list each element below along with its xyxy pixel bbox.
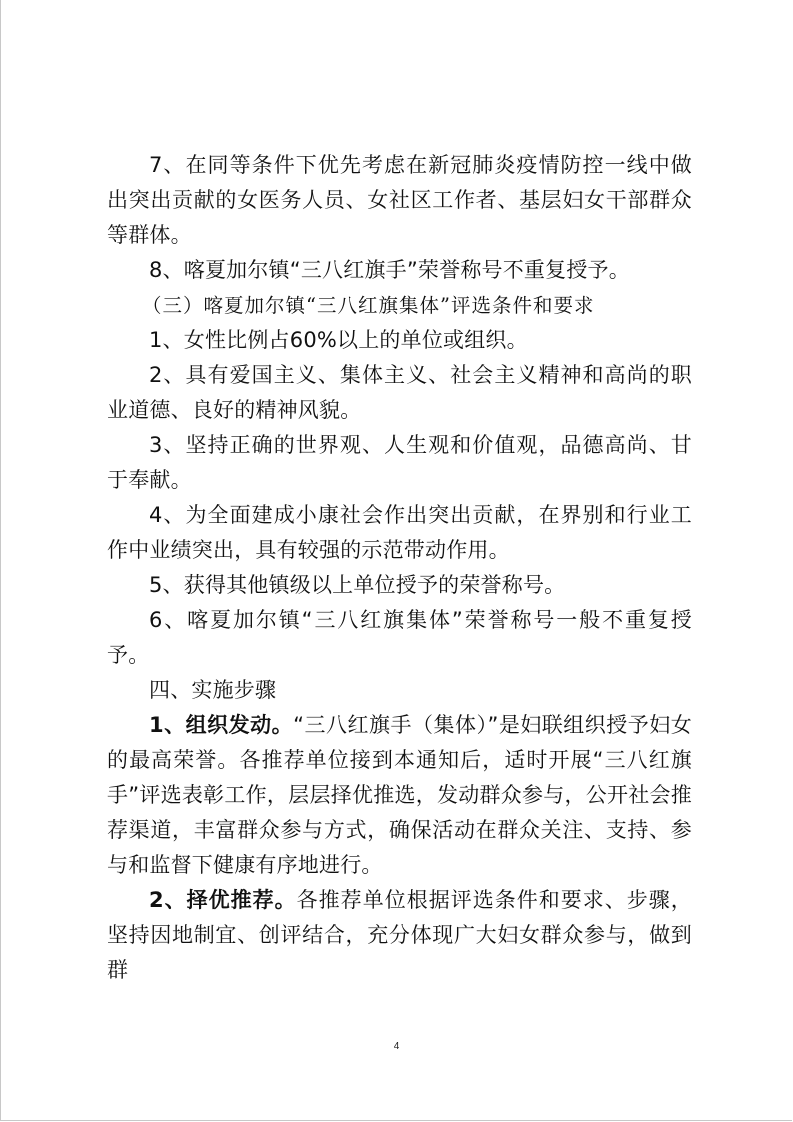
paragraph-item-8: 8、喀夏加尔镇“三八红旗手”荣誉称号不重复授予。 [149, 258, 630, 282]
paragraph-step-2 [107, 883, 692, 988]
paragraph-condition-3: 3、坚持正确的世界观、人生观和价值观，品德高尚、甘于奉献。 [107, 433, 692, 492]
paragraph-condition-6: 6、喀夏加尔镇“三八红旗集体”荣誉称号一般不重复授予。 [107, 608, 692, 667]
step-1-label: 1、组织发动。 [149, 713, 294, 737]
section-heading-4: 四、实施步骤 [149, 678, 277, 702]
paragraph-condition-2: 2、具有爱国主义、集体主义、社会主义精神和高尚的职业道德、良好的精神风貌。 [107, 363, 692, 422]
paragraph-step-1 [107, 708, 692, 883]
document-body [107, 148, 692, 988]
step-2-label: 2、择优推荐。 [149, 888, 297, 912]
step-2-text: 各推荐单位根据评选条件和要求、步骤，坚持因地制宜、创评结合，充分体现广大妇女群众参与，做到群 [107, 888, 692, 982]
step-1-text: “三八红旗手（集体）”是妇联组织授予妇女的最高荣誉。各推荐单位接到本通知后，适时开展“三八红旗手”评选表彰工作，层层择优推选，发动群众参与，公开社会推荐渠道，丰富群众参与方式，确保活动在群众关注、支持、参与和监督下健康有序地进行。 [107, 713, 692, 877]
paragraph-condition-5: 5、获得其他镇级以上单位授予的荣誉称号。 [149, 573, 566, 597]
section-heading-3: （三）喀夏加尔镇“三八红旗集体”评选条件和要求 [142, 294, 595, 317]
page-number: 4 [393, 1041, 400, 1052]
paragraph-condition-4: 4、为全面建成小康社会作出突出贡献，在界别和行业工作中业绩突出，具有较强的示范带动作用。 [107, 503, 692, 562]
paragraph-item-7: 7、在同等条件下优先考虑在新冠肺炎疫情防控一线中做出突出贡献的女医务人员、女社区工作者、基层妇女干部群众等群体。 [107, 153, 692, 247]
paragraph-condition-1: 1、女性比例占60%以上的单位或组织。 [149, 328, 528, 352]
